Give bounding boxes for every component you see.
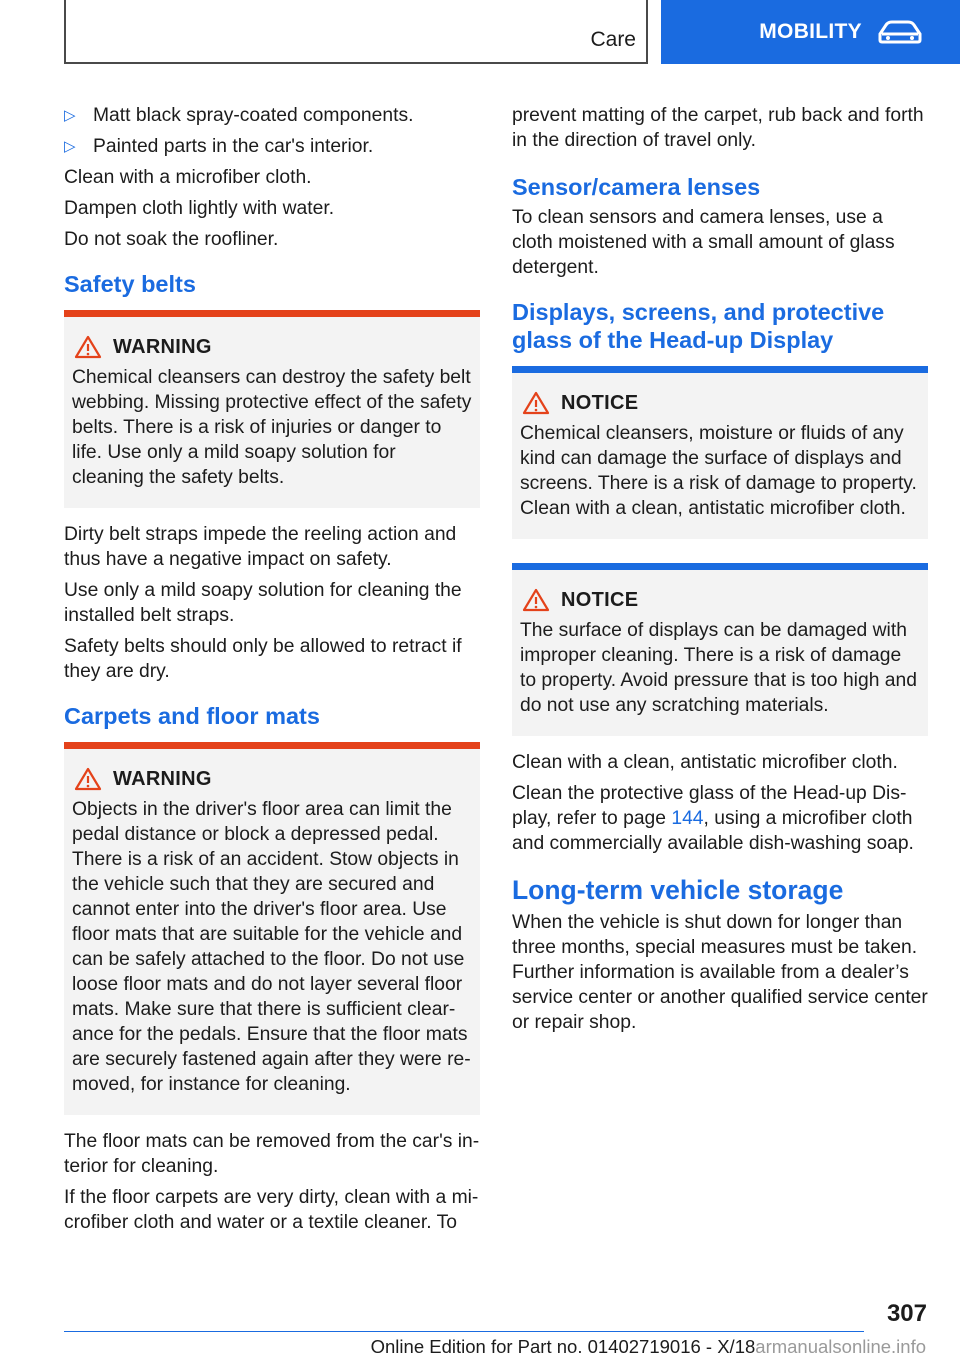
callout-body: Objects in the driver's floor area can limit the pedal distance or block a depressed pedal. There is a risk of an accident. Stow objects in the vehicle such that they are secured and cannot enter into the driver's floor area. Use floor mats that are suitable for the vehicle and can be safely attached to the floor. Do not use loose floor mats and do not layer several floor mats. Make sure that there is sufficient clearance for the pedals. Ensure that the floor mats are securely fastened again after they were removed, for instance for cleaning.: [72, 799, 471, 1095]
car-icon: [876, 20, 924, 44]
mobility-tab[interactable]: [661, 0, 960, 64]
mobility-tab-label: MOBILITY: [759, 20, 862, 43]
paragraph: Dirty belt straps impede the reeling action and thus have a negative impact on safety.: [64, 524, 457, 570]
paragraph: When the vehicle is shut down for longer than three months, special measures must be taken. Further information is available from a dealer’s service center or another qualified service center or repair shop.: [512, 912, 928, 1033]
heading-displays-screens: Displays, screens, and protective glass of the Head-up Display: [512, 299, 885, 353]
footer-watermark: armanualsonline.info: [755, 1336, 926, 1357]
paragraph: If the floor carpets are very dirty, clean with a microfiber cloth and water or a textile cleaner. To: [64, 1187, 479, 1233]
triangle-bullet-icon: ▷: [64, 107, 76, 124]
right-column: [512, 103, 928, 1041]
paragraph: Use only a mild soapy solution for cleaning the installed belt straps.: [64, 580, 462, 626]
paragraph: Clean with a clean, antistatic microfiber cloth.: [512, 752, 898, 773]
header-section-title: Care: [590, 28, 636, 51]
paragraph: Do not soak the roofliner.: [64, 229, 279, 250]
callout-title: WARNING: [113, 335, 212, 358]
warning-triangle-icon: [74, 767, 102, 791]
warning-callout: [64, 310, 480, 508]
notice-callout: [512, 563, 928, 736]
paragraph-hud: [512, 781, 928, 856]
heading-carpets-floor-mats: Carpets and floor mats: [64, 703, 320, 729]
paragraph: To clean sensors and camera lenses, use a cloth moistened with a small amount of glass detergent.: [512, 207, 895, 278]
warning-triangle-icon: [522, 588, 550, 612]
heading-long-term-storage: Long-term vehicle storage: [512, 875, 844, 905]
paragraph: prevent matting of the carpet, rub back and forth in the direction of travel only.: [512, 105, 924, 151]
header-section-box: [64, 0, 648, 64]
bullet-item: [64, 134, 480, 159]
paragraph: Safety belts should only be allowed to retract if they are dry.: [64, 636, 462, 682]
triangle-bullet-icon: ▷: [64, 138, 76, 155]
callout-body: The surface of displays can be damaged with improper cleaning. There is a risk of damage to property. Avoid pressure that is too high and do not use any scratching materials.: [520, 620, 917, 716]
callout-body: Chemical cleansers, moisture or fluids of any kind can damage the surface of displays and screens. There is a risk of damage to property. Clean with a clean, antistatic microfiber cloth.: [520, 423, 917, 519]
left-column: [64, 103, 480, 1241]
page-reference-link[interactable]: 144: [671, 808, 704, 829]
hud-text-after: , using a microfiber cloth and commercially available dish-washing soap.: [512, 808, 914, 854]
footer-edition-text: Online Edition for Part no. 01402719016 - X/18: [370, 1336, 756, 1357]
footer-edition: [0, 1336, 926, 1358]
warning-triangle-icon: [74, 335, 102, 359]
callout-title: NOTICE: [561, 391, 639, 414]
heading-sensor-camera-lenses: Sensor/camera lenses: [512, 174, 761, 200]
warning-triangle-icon: [522, 391, 550, 415]
paragraph: Clean with a microfiber cloth.: [64, 167, 312, 188]
notice-callout: [512, 366, 928, 539]
callout-title: NOTICE: [561, 588, 639, 611]
paragraph: Dampen cloth lightly with water.: [64, 198, 335, 219]
bullet-text: Painted parts in the car's interior.: [93, 136, 374, 157]
hud-text-before: Clean the protective glass of the Head-up Display, refer to page: [512, 783, 907, 829]
callout-title: WARNING: [113, 767, 212, 790]
paragraph: The floor mats can be removed from the car's interior for cleaning.: [64, 1131, 480, 1177]
footer-divider: [64, 1331, 864, 1332]
bullet-item: [64, 103, 480, 128]
heading-safety-belts: Safety belts: [64, 271, 196, 297]
bullet-text: Matt black spray-coated components.: [93, 105, 414, 126]
warning-callout: [64, 742, 480, 1115]
callout-body: Chemical cleansers can destroy the safety belt webbing. Missing protective effect of the safety belts. There is a risk of injuries or danger to life. Use only a mild soapy solution for cleaning the safety belts.: [72, 367, 472, 488]
page-number: 307: [886, 1300, 927, 1327]
